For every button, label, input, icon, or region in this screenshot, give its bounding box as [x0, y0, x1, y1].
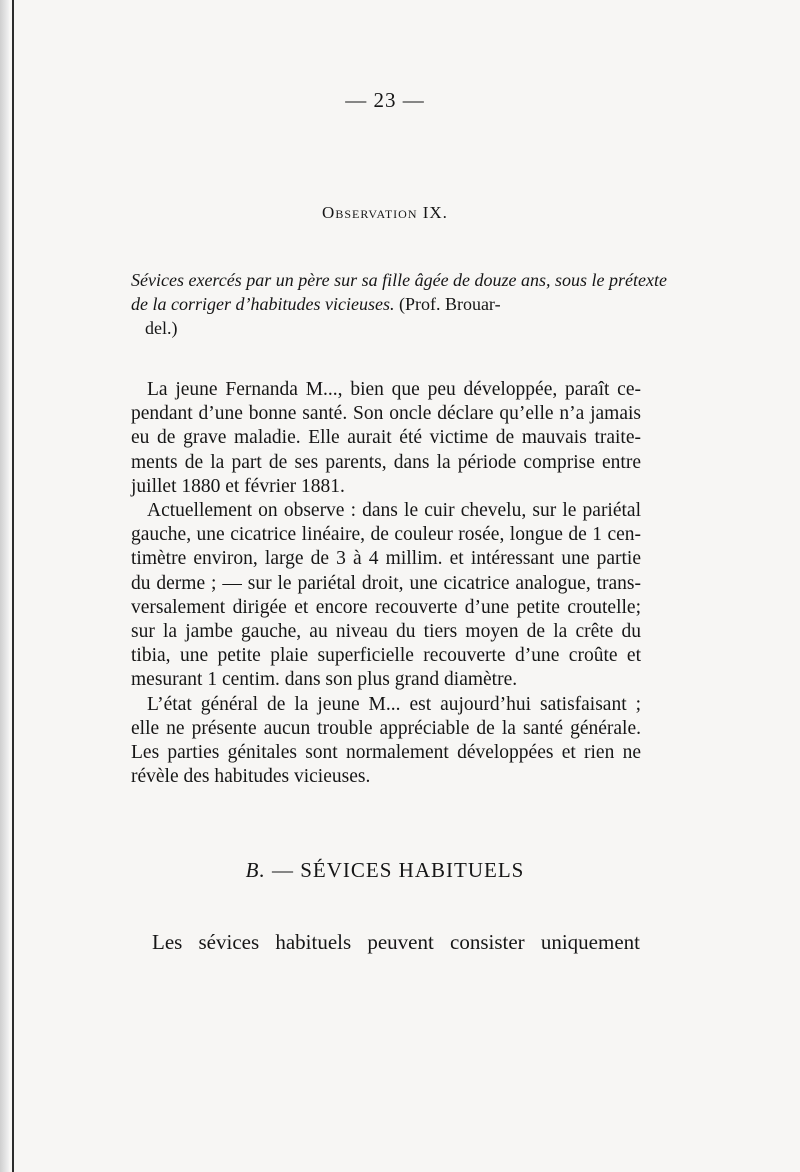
paragraph-1-line-1: La jeune Fernanda M..., bien que peu développée, paraît ce-	[147, 379, 641, 400]
paragraph-2-line-1: Actuellement on observe : dans le cuir chevelu, sur le pariétal	[147, 500, 641, 522]
observation-subtitle-italic: Sévices exercés par un père sur sa fille âgée de douze ans, sous le prétexte de la corriger d’habitudes vicieuses.	[131, 270, 668, 314]
paragraph-1-line-5: juillet 1880 et février 1881.	[131, 475, 345, 497]
paragraph-1-line-4: ments de la part de ses parents, dans la période comprise entre	[131, 451, 641, 473]
paragraph-2-line-2: gauche, une cicatrice linéaire, de couleur rosée, longue de 1 cen-	[131, 524, 641, 546]
observation-subtitle-author-cont: del.)	[145, 318, 178, 338]
section-heading	[0, 858, 770, 883]
observation-body	[131, 378, 641, 789]
paragraph-3-line-3: Les parties génitales sont normalement développées et rien ne	[131, 742, 641, 764]
section-title: SÉVICES HABITUELS	[300, 858, 525, 882]
paragraph-2-line-4: du derme ; — sur le pariétal droit, une cicatrice analogue, trans-	[131, 572, 641, 594]
paragraph-1-line-3: eu de grave maladie. Elle aurait été victime de mauvais traite-	[131, 427, 641, 449]
paragraph-3-line-4: révèle des habitudes vicieuses.	[131, 766, 371, 788]
paragraph-2-line-6: sur la jambe gauche, au niveau du tiers moyen de la crête du	[131, 621, 641, 643]
paragraph-2-line-5: versalement dirigée et encore recouverte d’une petite croutelle;	[131, 596, 641, 618]
section-letter: B.	[245, 858, 266, 882]
page-edge-rule	[12, 0, 14, 1172]
paragraph-3-line-2: elle ne présente aucun trouble appréciable de la santé générale.	[131, 717, 641, 739]
paragraph-2-line-8: mesurant 1 centim. dans son plus grand diamètre.	[131, 669, 518, 691]
binding-edge	[0, 0, 9, 1172]
observation-subtitle-author: (Prof. Brouar-	[398, 294, 501, 314]
paragraph-1-line-2: pendant d’une bonne santé. Son oncle déclare qu’elle n’a jamais	[131, 403, 641, 425]
paragraph-2-line-3: timètre environ, large de 3 à 4 millim. et intéressant une partie	[131, 548, 641, 570]
paragraph-3-line-1: L’état général de la jeune M... est aujourd’hui satisfaisant ;	[147, 693, 641, 715]
observation-heading: Observation IX.	[322, 203, 448, 222]
paragraph-2-line-7: tibia, une petite plaie superficielle recouverte d’une croûte et	[131, 645, 641, 667]
page-number: — 23 —	[345, 88, 425, 112]
section-first-line: Les sévices habituels peuvent consister uniquement	[152, 930, 640, 954]
section-dash: —	[271, 858, 294, 882]
observation-subtitle	[131, 268, 667, 340]
